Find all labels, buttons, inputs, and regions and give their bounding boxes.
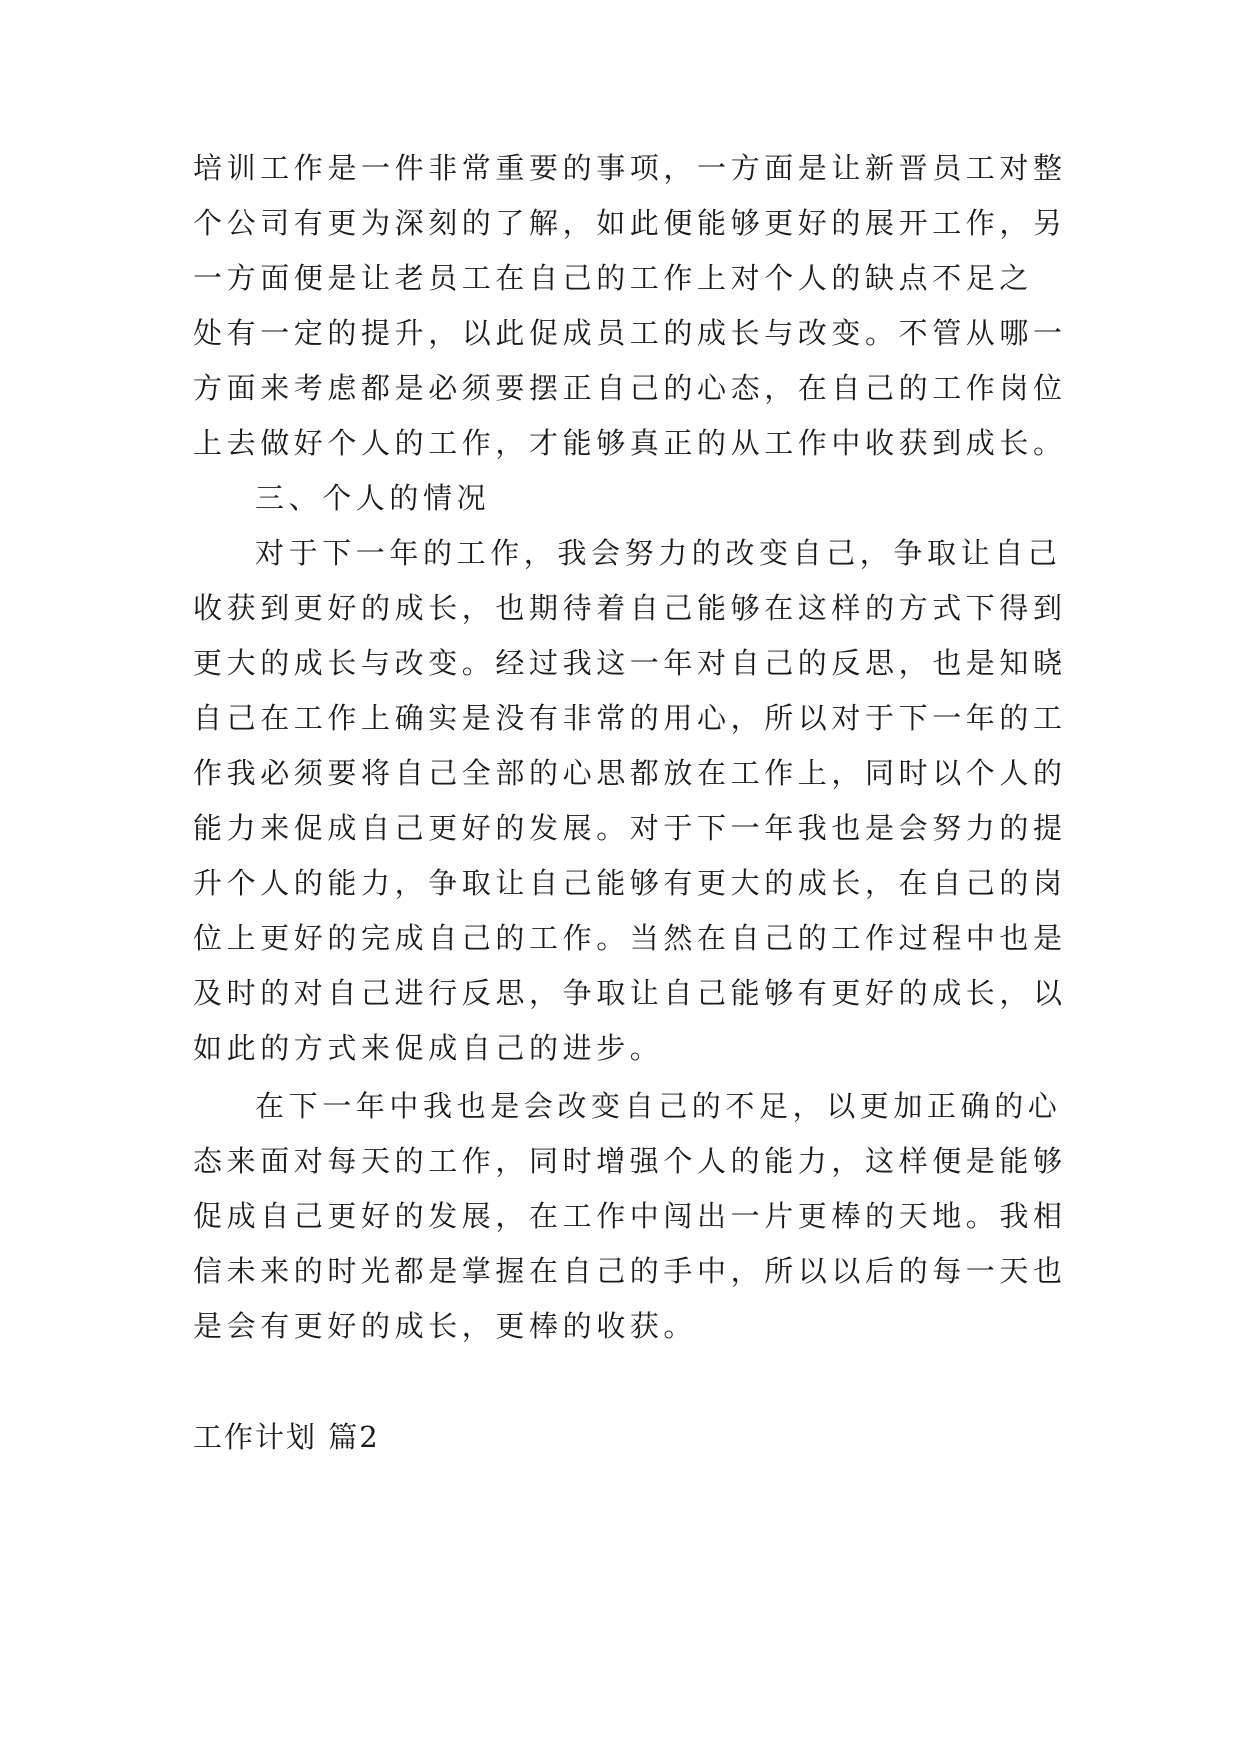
section-title: 工作计划 篇2	[193, 1420, 380, 1454]
paragraph-line: 态来面对每天的工作，同时增强个人的能力，这样便是能够	[193, 1144, 1067, 1178]
paragraph-line: 培训工作是一件非常重要的事项，一方面是让新晋员工对整	[193, 151, 1067, 185]
paragraph-line: 升个人的能力，争取让自己能够有更大的成长，在自己的岗	[193, 866, 1067, 900]
subheading: 三、个人的情况	[255, 481, 491, 515]
paragraph-line: 收获到更好的成长，也期待着自己能够在这样的方式下得到	[193, 591, 1067, 625]
paragraph-line: 更大的成长与改变。经过我这一年对自己的反思，也是知晓	[193, 646, 1067, 680]
paragraph-line: 能力来促成自己更好的发展。对于下一年我也是会努力的提	[193, 811, 1067, 845]
paragraph-line: 在下一年中我也是会改变自己的不足，以更加正确的心	[255, 1089, 1062, 1123]
paragraph-line: 一方面便是让老员工在自己的工作上对个人的缺点不足之	[193, 261, 1034, 295]
paragraph-line: 方面来考虑都是必须要摆正自己的心态，在自己的工作岗位	[193, 371, 1067, 405]
paragraph-line: 及时的对自己进行反思，争取让自己能够有更好的成长，以	[193, 976, 1067, 1010]
paragraph-line: 是会有更好的成长，更棒的收获。	[193, 1309, 698, 1343]
paragraph-line: 位上更好的完成自己的工作。当然在自己的工作过程中也是	[193, 921, 1067, 955]
paragraph-line: 如此的方式来促成自己的进步。	[193, 1031, 664, 1065]
paragraph-line: 作我必须要将自己全部的心思都放在工作上，同时以个人的	[193, 756, 1067, 790]
paragraph-line: 对于下一年的工作，我会努力的改变自己，争取让自己	[255, 536, 1062, 570]
paragraph-line: 处有一定的提升，以此促成员工的成长与改变。不管从哪一	[193, 316, 1067, 350]
paragraph-line: 自己在工作上确实是没有非常的用心，所以对于下一年的工	[193, 701, 1067, 735]
paragraph-line: 上去做好个人的工作，才能够真正的从工作中收获到成长。	[193, 426, 1067, 460]
paragraph-line: 促成自己更好的发展，在工作中闯出一片更棒的天地。我相	[193, 1199, 1067, 1233]
paragraph-line: 信未来的时光都是掌握在自己的手中，所以以后的每一天也	[193, 1254, 1067, 1288]
paragraph-line: 个公司有更为深刻的了解，如此便能够更好的展开工作，另	[193, 206, 1067, 240]
